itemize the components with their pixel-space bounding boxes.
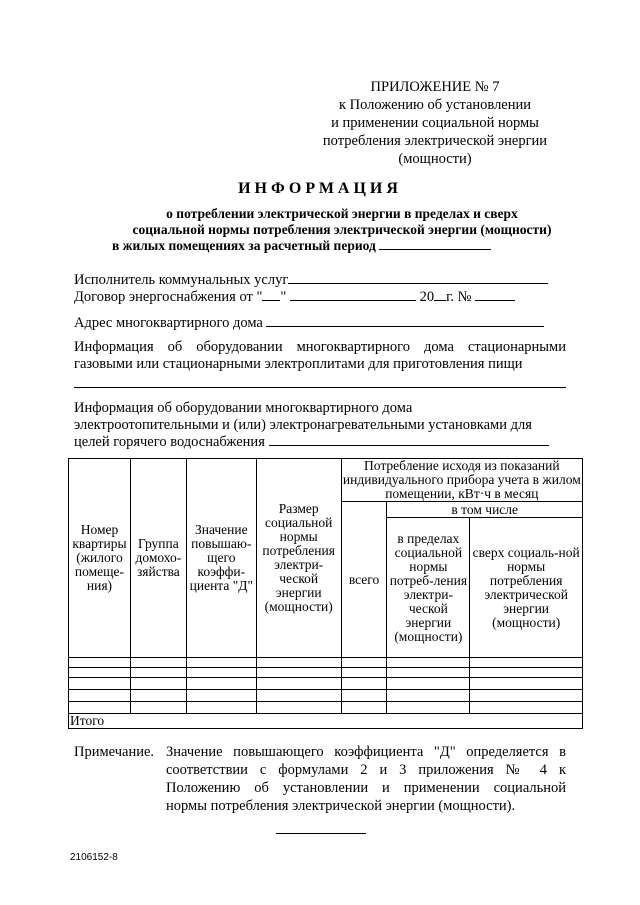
- contract-number-blank[interactable]: [475, 300, 515, 301]
- total-label: Итого: [69, 714, 583, 729]
- contract-year-blank[interactable]: [434, 300, 446, 301]
- table-row: [69, 668, 583, 678]
- subtitle-line-2: социальной нормы потребления электрической энергии (мощности): [132, 222, 552, 237]
- header-including: в том числе: [387, 502, 583, 518]
- header-total: всего: [341, 502, 387, 658]
- executor-label: Исполнитель коммунальных услуг: [74, 272, 289, 288]
- subtitle-line-1: о потреблении электрической энергии в пределах и сверх: [166, 206, 518, 221]
- document-subtitle: [112, 206, 572, 254]
- contract-label: Договор энергоснабжения от ": [74, 289, 263, 305]
- table-row: [69, 690, 583, 702]
- closing-rule: [276, 833, 366, 834]
- header-norm: Размер социальной нормы потребления электри-ческой энергии (мощности): [256, 459, 341, 658]
- header-consumption: Потребление исходя из показаний индивидуального прибора учета в жилом помещении, кВт·ч в месяц: [342, 458, 581, 501]
- heating-paragraph: [74, 400, 566, 451]
- header-group: Группа домохо-зяйства: [130, 459, 186, 658]
- header-apartment: Номер квартиры (жилого помеще-ния): [69, 459, 131, 658]
- contract-field: Договор энергоснабжения от " " 20 г. №: [74, 288, 515, 306]
- address-label: Адрес многоквартирного дома: [74, 315, 263, 331]
- heating-line-2: электроотопительными и (или) электронагревательными установками для: [74, 417, 532, 433]
- address-blank[interactable]: [266, 326, 544, 327]
- footer-code: 2106152-8: [70, 852, 118, 863]
- heating-line-3: целей горячего водоснабжения: [74, 434, 566, 451]
- total-row: [69, 714, 583, 729]
- appendix-line-3: и применении социальной нормы: [331, 115, 539, 131]
- contract-day-blank[interactable]: [262, 300, 280, 301]
- note-text: [166, 743, 566, 815]
- table-row: [69, 658, 583, 668]
- appendix-line-2: к Положению об установлении: [338, 97, 532, 113]
- note-line-3: Положению об установлении и применении социальной: [166, 780, 566, 796]
- contract-month-blank[interactable]: [290, 300, 416, 301]
- note-label: Примечание.: [74, 744, 155, 760]
- appendix-line-4: потребления электрической энергии: [322, 133, 548, 149]
- appendix-line-5: (мощности): [398, 151, 472, 167]
- appendix-line-1: ПРИЛОЖЕНИЕ № 7: [370, 79, 500, 95]
- consumption-table: [68, 458, 583, 729]
- table-row: [69, 702, 583, 714]
- note-line-2: соответствии с формулами 2 и 3 приложения № 4 к: [166, 762, 566, 778]
- header-within-norm: в пределах социальной нормы потреб-ления электри-ческой энергии (мощности): [387, 518, 470, 658]
- note-line-1: Значение повышающего коэффициента "Д" определяется в: [166, 744, 566, 760]
- header-coefficient: Значение повышаю-щего коэффи-циента "Д": [186, 459, 256, 658]
- stoves-blank[interactable]: [74, 387, 566, 388]
- period-blank[interactable]: [379, 249, 491, 250]
- heating-blank[interactable]: [269, 445, 549, 446]
- appendix-header: [300, 78, 570, 168]
- executor-field: [74, 271, 548, 289]
- header-above-norm: сверх социаль-ной нормы потребления электрической энергии (мощности): [470, 518, 583, 658]
- note-line-4: нормы потребления электрической энергии (мощности).: [166, 798, 516, 814]
- stoves-paragraph: Информация об оборудовании многоквартирного дома стационарными газовыми или стационарными электроплитами для приготовления пищи: [74, 339, 566, 372]
- subtitle-line-3: в жилых помещениях за расчетный период: [112, 238, 572, 254]
- table-row: [69, 678, 583, 690]
- address-field: [74, 314, 544, 332]
- heating-line-1: Информация об оборудовании многоквартирного дома: [74, 400, 413, 416]
- document-title: ИНФОРМАЦИЯ: [238, 180, 402, 197]
- executor-blank[interactable]: [288, 283, 548, 284]
